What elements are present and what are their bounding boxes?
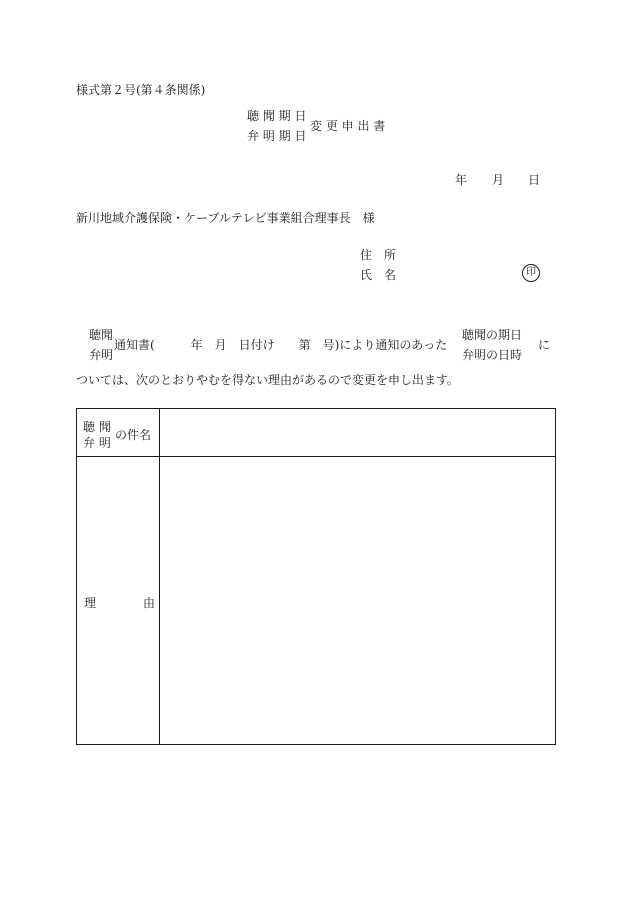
body-tail: に: [538, 338, 551, 352]
case-label-tail: の件名: [115, 428, 152, 442]
body-stack2-top: 聴聞の期日: [462, 328, 523, 342]
table-row-divider: [77, 456, 555, 457]
body-line2: ついては、次のとおりやむを得ない理由があるので変更を申し出ます。: [76, 373, 460, 387]
case-label-bottom: 弁 明: [83, 436, 111, 450]
title-stack-top: 聴 聞 期 日: [247, 109, 307, 123]
document-title: 変 更 申 出 書: [310, 119, 386, 133]
table-column-divider: [159, 409, 160, 744]
name-label: 氏 名: [360, 268, 397, 282]
application-table: [76, 408, 556, 745]
seal-mark: 印: [522, 264, 540, 282]
reason-label-right: 由: [143, 596, 156, 610]
title-stack-bottom: 弁 明 期 日: [247, 129, 307, 143]
body-middle-text: 通知書( 年 月 日付け 第 号)により通知のあった: [114, 338, 448, 352]
date-month-label: 月: [492, 173, 505, 187]
reason-label-left: 理: [84, 596, 97, 610]
body-stack2-bottom: 弁明の日時: [462, 348, 523, 362]
addressee: 新川地域介護保険・ケーブルテレビ事業組合理事長 様: [76, 211, 375, 225]
body-stack1-bottom: 弁明: [89, 348, 114, 362]
date-year-label: 年: [455, 173, 468, 187]
body-stack1-top: 聴聞: [89, 328, 114, 342]
case-label-top: 聴 聞: [83, 420, 111, 434]
address-label: 住 所: [360, 248, 397, 262]
case-name-field[interactable]: [163, 413, 551, 453]
date-day-label: 日: [528, 173, 541, 187]
reason-field[interactable]: [163, 461, 551, 740]
form-number: 様式第２号(第４条関係): [76, 83, 206, 97]
